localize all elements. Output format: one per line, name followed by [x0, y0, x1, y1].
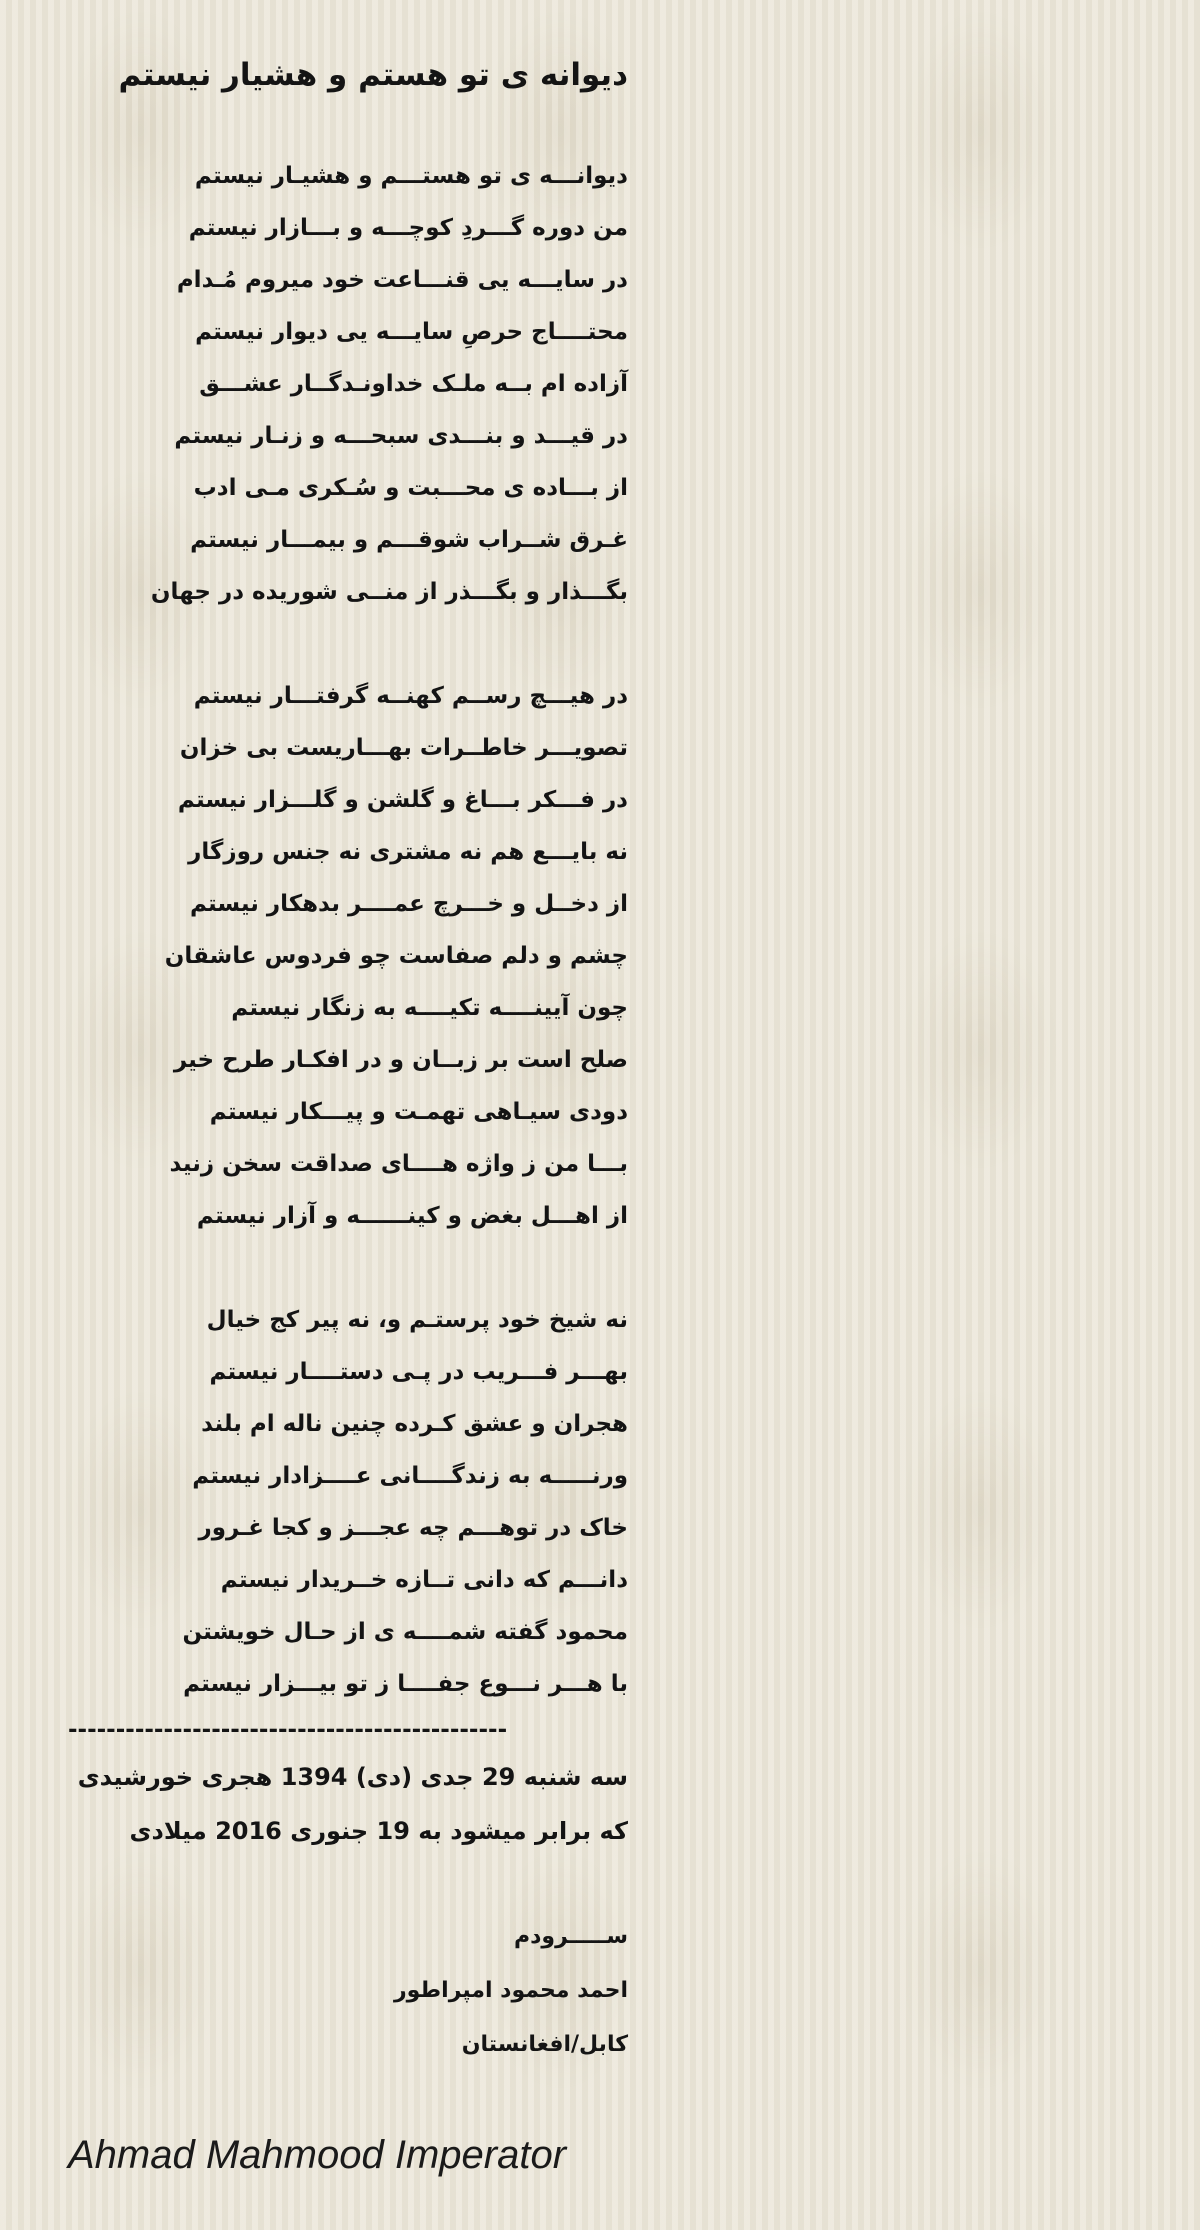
stanza-1: [68, 150, 628, 618]
english-signature: Ahmad Mahmood Imperator: [68, 2133, 567, 2177]
date-block: [68, 1750, 628, 1858]
poem-line: از دخــل و خـــرچ عمــــر بدهکار نیستم: [190, 891, 628, 917]
divider-line: ----------------------------------------------: [68, 1717, 508, 1743]
poem-line: نه شیخ خود پرستـم و، نه پیر کج خیال: [206, 1307, 628, 1333]
spacer: [68, 1858, 628, 1910]
poem-line: تصویـــر خاطــرات بهـــاریست بی خزان: [179, 735, 628, 761]
poem-line: هجران و عشق کـرده چنین ناله ام بلند: [201, 1411, 628, 1437]
poem-line: بگـــذار و بگـــذر از منــی شوریده در جهان: [150, 579, 628, 605]
poem-line: صلح است بر زبــان و در افکـار طرح خیر: [173, 1047, 628, 1073]
poem-line: من دوره گـــردِ کوچـــه و بـــازار نیستم: [188, 215, 628, 241]
poem-line: خاک در توهـــم چه عجـــز و کجا غـرور: [198, 1515, 628, 1541]
author-location: کابل/افغانستان: [461, 2032, 628, 2057]
poem-line: ورنـــــه به زندگــــانی عــــزادار نیستم: [192, 1463, 628, 1489]
poem-line: در قیـــد و بنـــدی سبحـــه و زنـار نیستم: [174, 423, 628, 449]
poem-line: از بـــاده ی محـــبت و سُـکری مـی ادب: [193, 475, 628, 501]
poem-line: دودی سیـاهی تهمـت و پیـــکار نیستم: [209, 1099, 628, 1125]
poem-line: در هیـــچ رســم کهنــه گرفتـــار نیستم: [193, 683, 628, 709]
stanza-3: [68, 1294, 628, 1710]
stanza-2: [68, 670, 628, 1242]
poem-line: از اهـــل بغض و کینــــــه و آزار نیستم: [196, 1203, 628, 1229]
poem-line: محمود گفته شمــــه ی از حـال خویشتن: [182, 1619, 628, 1645]
poem-line: چشم و دلم صفاست چو فردوس عاشقان: [164, 943, 628, 969]
poem-line: با هـــر نـــوع جفــــا ز تو بیـــزار نیستم: [183, 1671, 628, 1697]
spacer: [68, 618, 628, 670]
poem-page: [68, 50, 628, 2072]
poem-line: در فـــکر بـــاغ و گلشن و گلـــزار نیستم: [177, 787, 628, 813]
poem-line: نه بایـــع هم نه مشتری نه جنس روزگار: [188, 839, 628, 865]
poem-line: در سایـــه یی قنـــاعت خود میروم مُـدام: [176, 267, 628, 293]
poem-line: آزاده ام بــه ملـک خداونـدگــار عشـــق: [199, 371, 628, 397]
poem-line: بهـــر فـــریب در پـی دستــــار نیستم: [209, 1359, 628, 1385]
poem-title: دیوانه ی تو هستم و هشیار نیستم: [118, 57, 628, 93]
author-name: احمد محمود امپراطور: [393, 1978, 628, 2003]
signature-label: ســـــرودم: [513, 1924, 628, 1949]
poem-line: بـــا من ز واژه هــــای صداقت سخن زنید: [169, 1151, 628, 1177]
poem-line: محتــــاج حرصِ سایـــه یی دیوار نیستم: [195, 319, 628, 345]
poem-line: دیوانـــه ی تو هستـــم و هشیـار نیستم: [194, 163, 628, 189]
spacer: [68, 100, 628, 150]
poem-line: دانـــم که دانی تــازه خــریدار نیستم: [220, 1567, 628, 1593]
date-gregorian: که برابر میشود به 19 جنوری 2016 میلادی: [129, 1817, 628, 1845]
signature-block: [68, 1910, 628, 2072]
poem-line: چون آیینــــه تکیــــه به زنگار نیستم: [231, 995, 628, 1021]
poem-line: غـرق شــراب شوقـــم و بیمـــار نیستم: [190, 527, 628, 553]
date-solar: سه شنبه 29 جدی (دی) 1394 هجری خورشیدی: [77, 1763, 628, 1791]
spacer: [68, 1242, 628, 1294]
